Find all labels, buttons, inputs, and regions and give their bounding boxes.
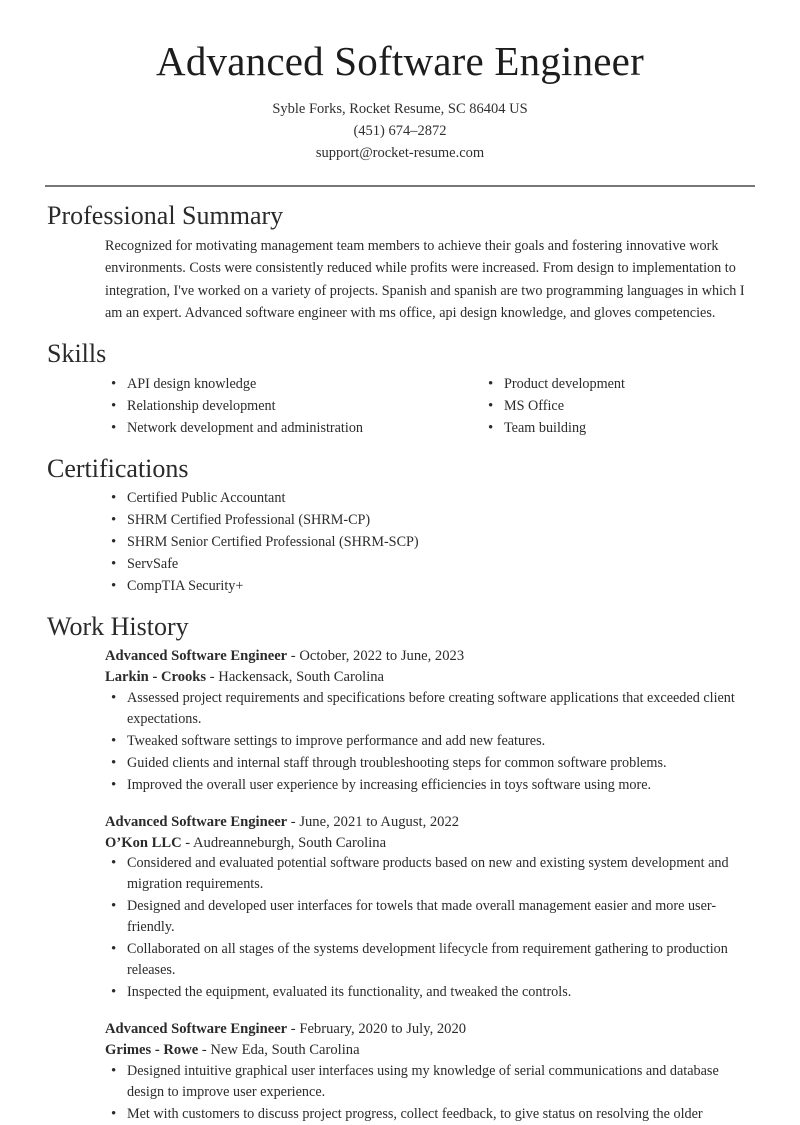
list-item: • Relationship development	[105, 396, 430, 417]
list-item: • SHRM Senior Certified Professional (SHRM-SCP)	[105, 532, 755, 553]
list-item: • API design knowledge	[105, 374, 430, 395]
job-title-line	[105, 1019, 755, 1040]
certifications-list	[105, 488, 755, 597]
summary-text: Recognized for motivating management team members to achieve their goals and fostering innovative work environments. Costs were consistently reduced while profits were increased. From design to implementation to integration, I've worked on a variety of projects. Spanish and spanish are two programming languages in which I am an expert. Advanced software engineer with ms office, api design knowledge, and gloves competencies.	[105, 238, 745, 322]
job-title: Advanced Software Engineer	[105, 1021, 288, 1038]
list-item: • Network development and administration	[105, 418, 430, 439]
list-item: • Improved the overall user experience by increasing efficiencies in toys software using more.	[105, 775, 755, 796]
certifications-body	[45, 488, 755, 597]
job-company: Grimes - Rowe	[105, 1042, 199, 1059]
job-bullets	[105, 688, 755, 796]
list-item: • Met with customers to discuss project progress, collect feedback, to give status on resolving the older	[105, 1104, 755, 1125]
job-location: Hackensack, South Carolina	[218, 669, 385, 686]
job-title: Advanced Software Engineer	[105, 813, 288, 830]
list-item: • Inspected the equipment, evaluated its functionality, and tweaked the controls.	[105, 982, 755, 1003]
skills-list-right	[482, 374, 755, 439]
job-title: Advanced Software Engineer	[105, 648, 288, 665]
job-separator: -	[206, 669, 219, 686]
work-history-body	[45, 646, 755, 1125]
job-separator: -	[287, 813, 300, 830]
header-divider	[45, 185, 755, 187]
section-heading-work-history: Work History	[47, 611, 189, 641]
list-item: • Assessed project requirements and specifications before creating software applications that exceeded client expectations.	[105, 688, 755, 730]
section-heading-skills: Skills	[47, 338, 107, 368]
skills-columns	[45, 374, 755, 440]
job-location: Audreanneburgh, South Carolina	[193, 834, 387, 851]
list-item: • Product development	[482, 374, 755, 395]
list-item: • MS Office	[482, 396, 755, 417]
job-location: New Eda, South Carolina	[210, 1042, 360, 1059]
contact-block	[45, 98, 755, 164]
job-dates: October, 2022 to June, 2023	[299, 648, 465, 665]
section-skills	[45, 337, 755, 440]
section-certifications	[45, 452, 755, 598]
job-title-line	[105, 812, 755, 833]
contact-phone: (451) 674–2872	[353, 123, 447, 140]
summary-body	[45, 235, 755, 325]
job-bullets	[105, 1061, 755, 1125]
job-title-line	[105, 646, 755, 667]
job-separator: -	[287, 1021, 300, 1038]
page-title: Advanced Software Engineer	[156, 38, 644, 84]
job-entry	[105, 646, 755, 796]
list-item: • SHRM Certified Professional (SHRM-CP)	[105, 510, 755, 531]
section-work-history	[45, 610, 755, 1125]
job-company: Larkin - Crooks	[105, 669, 207, 686]
job-separator: -	[198, 1042, 211, 1059]
list-item: • Designed intuitive graphical user interfaces using my knowledge of serial communications and database design to improve user experience.	[105, 1061, 755, 1103]
job-separator: -	[287, 648, 300, 665]
list-item: • Certified Public Accountant	[105, 488, 755, 509]
section-professional-summary	[45, 199, 755, 325]
job-company: O’Kon LLC	[105, 834, 182, 851]
list-item: • Designed and developed user interfaces for towels that made overall management easier and more user-friendly.	[105, 896, 755, 938]
section-heading-certifications: Certifications	[47, 453, 189, 483]
contact-email: support@rocket-resume.com	[315, 145, 485, 162]
list-item: • Guided clients and internal staff through troubleshooting steps for common software problems.	[105, 753, 755, 774]
job-separator: -	[181, 834, 193, 851]
contact-address: Syble Forks, Rocket Resume, SC 86404 US	[272, 101, 528, 118]
skills-list-left	[105, 374, 430, 439]
skills-column-left	[105, 374, 430, 440]
job-company-line	[105, 833, 755, 854]
job-company-line	[105, 1040, 755, 1061]
job-company-line	[105, 667, 755, 688]
job-dates: June, 2021 to August, 2022	[299, 813, 460, 830]
list-item: • Collaborated on all stages of the systems development lifecycle from requirement gathering to production releases.	[105, 939, 755, 981]
section-heading-summary: Professional Summary	[47, 201, 284, 231]
job-dates: February, 2020 to July, 2020	[299, 1021, 467, 1038]
list-item: • Tweaked software settings to improve performance and add new features.	[105, 731, 755, 752]
skills-column-right	[430, 374, 755, 440]
list-item: • Team building	[482, 418, 755, 439]
job-entry	[105, 1019, 755, 1124]
list-item: • ServSafe	[105, 554, 755, 575]
job-bullets	[105, 853, 755, 1003]
job-entry	[105, 812, 755, 1004]
list-item: • Considered and evaluated potential software products based on new and existing system development and migration requirements.	[105, 853, 755, 895]
list-item: • CompTIA Security+	[105, 576, 755, 597]
